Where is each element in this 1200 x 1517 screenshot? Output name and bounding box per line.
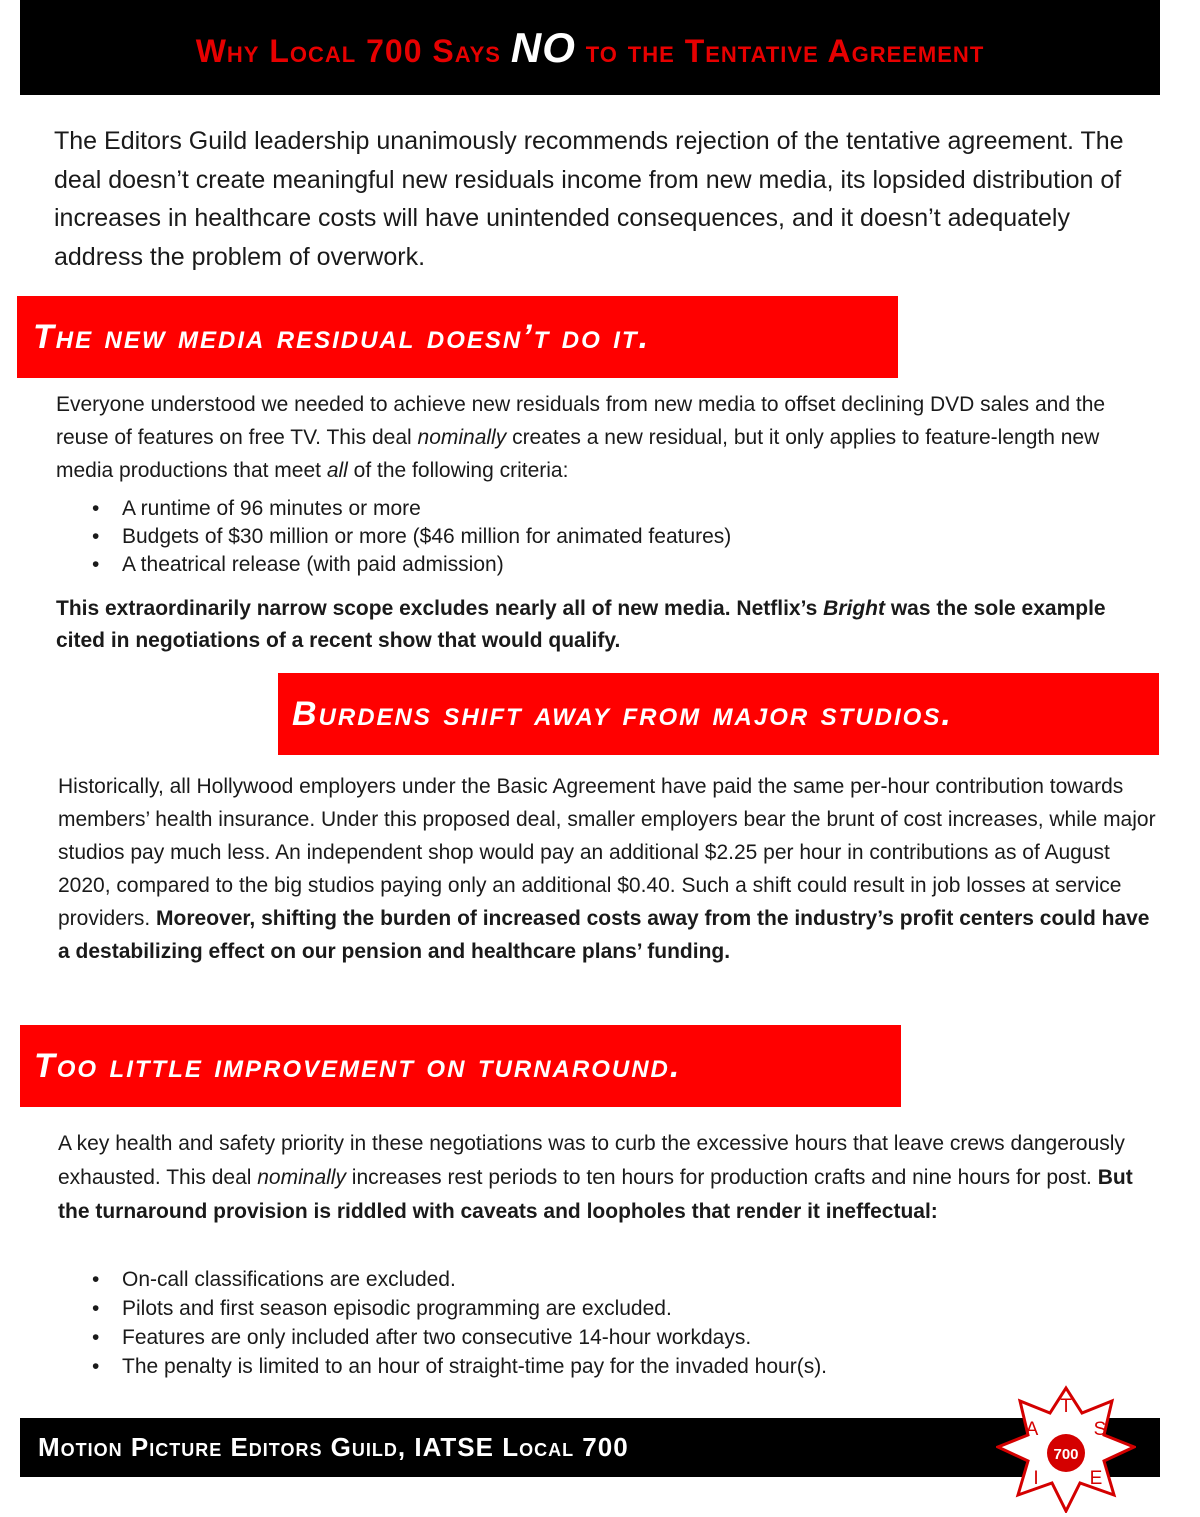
loophole-list — [90, 1265, 827, 1381]
section-heading-text: Burdens shift away from major studios. — [292, 694, 953, 733]
residual-paragraph — [56, 388, 1156, 487]
section-heading-residual — [17, 296, 898, 378]
list-item: • A runtime of 96 minutes or more — [90, 495, 731, 523]
residual-text-2: creates a new residual, but it only applies to feature-length new media productions that meet — [56, 426, 1100, 482]
logo-letter: S — [1093, 1419, 1107, 1440]
logo-number: 700 — [1053, 1446, 1079, 1463]
section-heading-turnaround — [20, 1025, 901, 1107]
turnaround-paragraph — [58, 1127, 1158, 1229]
criteria-list — [90, 495, 731, 579]
turnaround-text-1: A key health and safety priority in these negotiations was to curb the excessive hours that leave crews dangerously exhausted. This deal — [58, 1132, 1125, 1189]
logo-letter: T — [1060, 1396, 1072, 1417]
page-title — [196, 24, 985, 72]
title-suffix: to the Tentative Agreement — [575, 32, 985, 69]
list-item: • On-call classifications are excluded. — [90, 1265, 827, 1294]
residual-emphasis-nominally: nominally — [417, 426, 507, 449]
conclusion-emphasis-bright: Bright — [823, 597, 885, 620]
residual-text-3: of the following criteria: — [347, 459, 569, 482]
burdens-text: Historically, all Hollywood employers under the Basic Agreement have paid the same per-hour contribution towards members’ health insurance. Under this proposed deal, smaller employers bear the brunt of cost increases, while major studios pay much less. An independent shop would pay an additional $2.25 per hour in contributions as of August 2020, compared to the big studios paying only an additional $0.40. Such a shift could result in job losses at service providers. — [58, 775, 1156, 930]
turnaround-emphasis-nominally: nominally — [257, 1166, 346, 1189]
list-item: • Features are only included after two consecutive 14-hour workdays. — [90, 1323, 827, 1352]
residual-emphasis-all: all — [326, 459, 348, 482]
turnaround-bold-text: But the turnaround provision is riddled with caveats and loopholes that render it ineffectual: — [58, 1166, 1133, 1223]
section-heading-text: The new media residual doesn’t do it. — [33, 317, 651, 356]
list-item: • Pilots and first season episodic programming are excluded. — [90, 1294, 827, 1323]
burdens-paragraph — [58, 770, 1158, 968]
conclusion-text-1: This extraordinarily narrow scope excludes nearly all of new media. Netflix’s — [56, 597, 824, 620]
footer-bar — [20, 1418, 1160, 1477]
section-heading-burdens — [278, 673, 1159, 755]
logo-letter: I — [1033, 1468, 1039, 1489]
list-item: • Budgets of $30 million or more ($46 million for animated features) — [90, 523, 731, 551]
residual-text-1: Everyone understood we needed to achieve new residuals from new media to offset declining DVD sales and the reuse of features on free TV. This deal — [56, 393, 1106, 449]
conclusion-text-2: was the sole example cited in negotiations of a recent show that would qualify. — [56, 597, 1106, 652]
title-prefix: Why Local 700 Says — [195, 32, 511, 69]
iatse-logo — [996, 1385, 1136, 1513]
list-item: • A theatrical release (with paid admission) — [90, 551, 731, 579]
logo-letter: E — [1089, 1468, 1103, 1489]
residual-conclusion — [56, 593, 1156, 657]
section-heading-text: Too little improvement on turnaround. — [34, 1046, 682, 1085]
footer-text: Motion Picture Editors Guild, IATSE Local 700 — [38, 1432, 629, 1462]
turnaround-text-2: increases rest periods to ten hours for production crafts and nine hours for post. — [345, 1166, 1098, 1189]
intro-paragraph: The Editors Guild leadership unanimously recommends rejection of the tentative agreement. The deal doesn’t create meaningful new residuals income from new media, its lopsided distribution of increases in healthcare costs will have unintended consequences, and it doesn’t adequately address the problem of overwork. — [54, 127, 1124, 271]
burdens-bold-text: Moreover, shifting the burden of increased costs away from the industry’s profit centers could have a destabilizing effect on our pension and healthcare plans’ funding. — [58, 907, 1150, 963]
title-no: NO — [510, 23, 576, 71]
title-bar — [20, 0, 1160, 95]
list-item: • The penalty is limited to an hour of straight-time pay for the invaded hour(s). — [90, 1352, 827, 1381]
logo-letter: A — [1025, 1419, 1039, 1440]
